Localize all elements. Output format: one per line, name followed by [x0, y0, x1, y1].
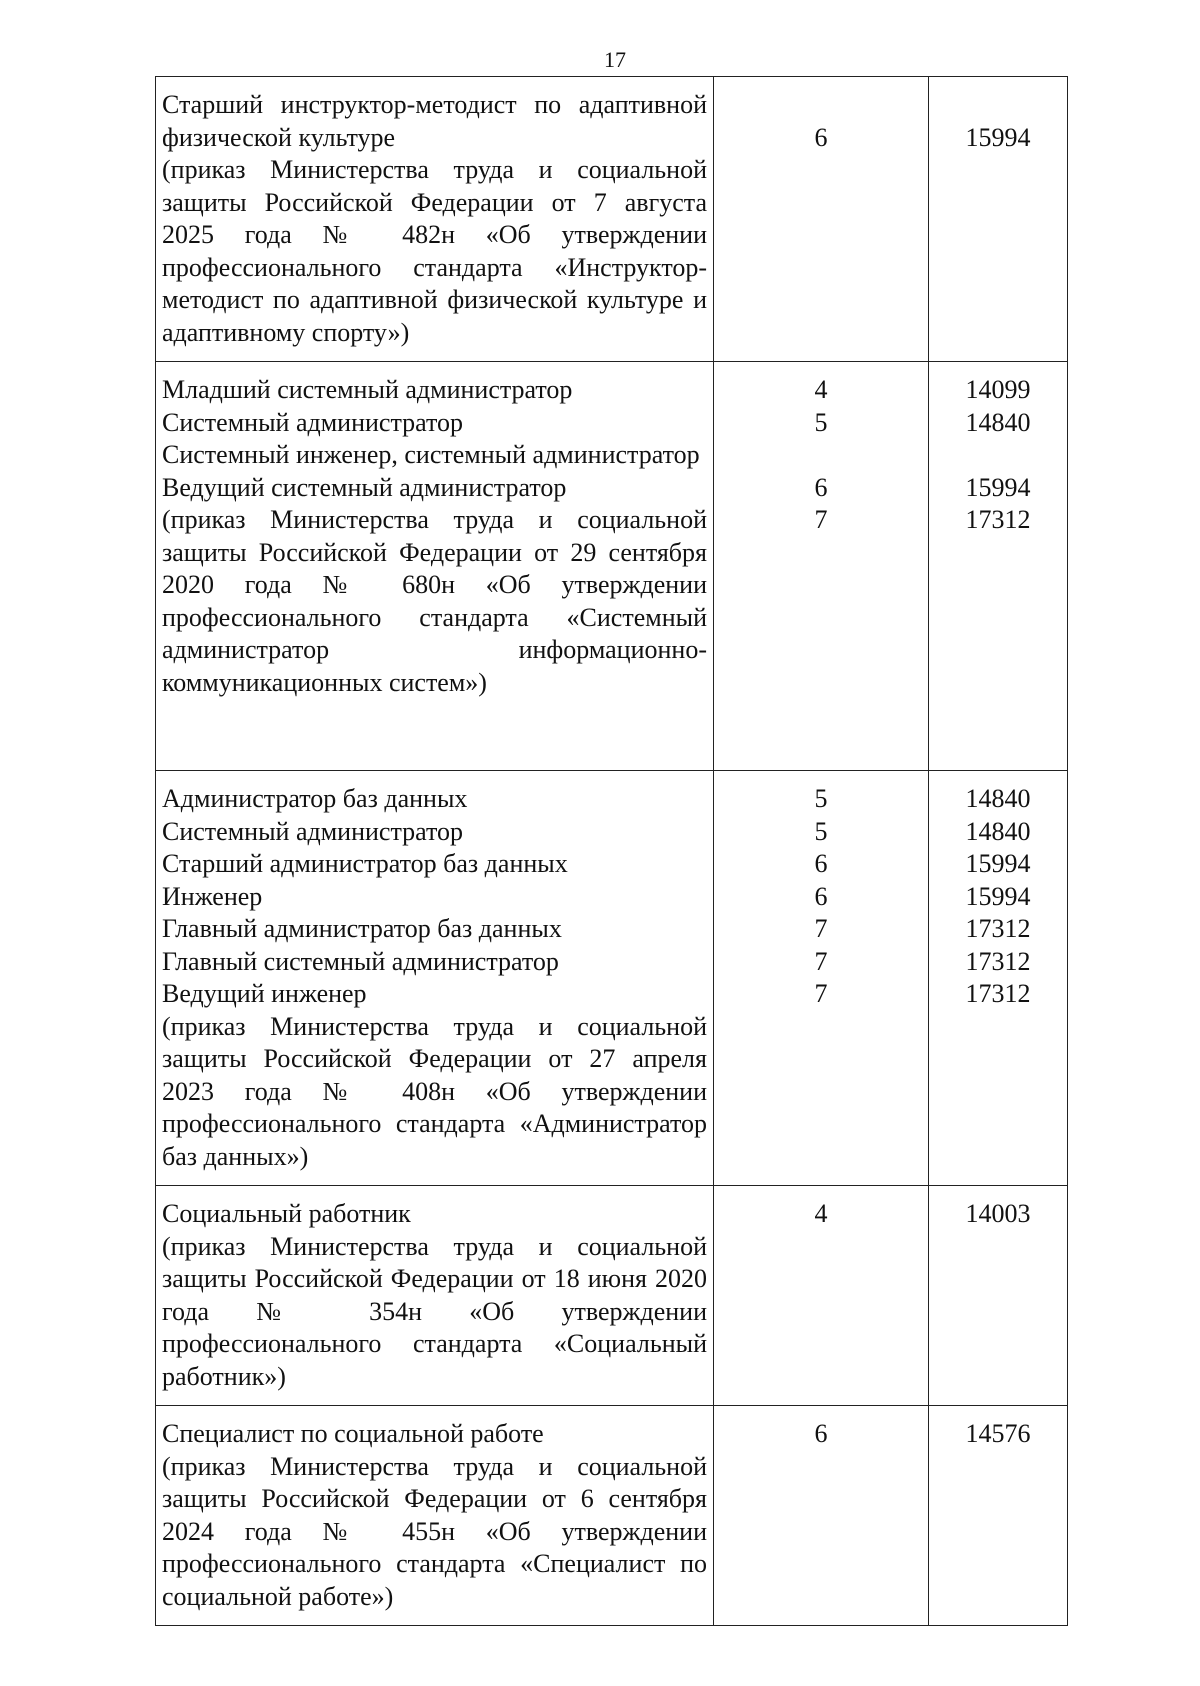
qualification-level-cell	[714, 1406, 929, 1626]
qualification-level: 6	[814, 472, 828, 502]
salary-value: 14003	[965, 1199, 1031, 1228]
position-cell	[156, 77, 714, 362]
qualification-level-cell	[714, 77, 929, 362]
position-title: Ведущий системный администратор	[162, 472, 567, 502]
position-title: Администратор баз данных	[162, 784, 468, 813]
salary-value: 17312	[965, 979, 1031, 1008]
salary-value: 15994	[965, 472, 1031, 502]
position-title: Системный инженер, системный администратор	[162, 440, 700, 469]
position-title: Социальный работник	[162, 1199, 411, 1228]
qualification-level: 5	[814, 816, 828, 846]
salary-value: 15994	[965, 881, 1031, 911]
position-cell	[156, 1406, 714, 1626]
salary-cell	[929, 1186, 1068, 1406]
salary-cell	[929, 362, 1068, 771]
qualification-level: 4	[814, 375, 828, 404]
position-title: Главный администратор баз данных	[162, 914, 562, 943]
qualification-level-cell	[714, 771, 929, 1186]
qualification-level: 7	[814, 946, 828, 976]
qualification-level: 6	[814, 881, 828, 911]
position-title: Младший системный администратор	[162, 375, 573, 404]
qualification-level: 7	[814, 914, 828, 943]
position-title: Старший инструктор-методист по адаптивной физической культуре	[162, 90, 707, 152]
qualification-level: 7	[814, 979, 828, 1008]
qualification-level: 6	[814, 849, 828, 878]
position-title: Системный администратор	[162, 816, 464, 846]
salary-table	[155, 76, 1068, 1626]
position-cell	[156, 771, 714, 1186]
order-reference: (приказ Министерства труда и социальной защиты Российской Федерации от 29 сентября 2020 года № 680н «Об утверждении профессионального стандарта «Системный администратор информационно-коммуникационных систем»)	[162, 505, 707, 697]
position-title: Системный администратор	[162, 407, 464, 437]
qualification-level: 6	[814, 122, 828, 152]
order-reference: (приказ Министерства труда и социальной защиты Российской Федерации от 18 июня 2020 года № 354н «Об утверждении профессионального стандарта «Социальный работник»)	[162, 1231, 707, 1391]
qualification-level: 6	[814, 1419, 828, 1448]
salary-value: 17312	[965, 505, 1031, 534]
table-row	[156, 1406, 1068, 1626]
position-title: Старший администратор баз данных	[162, 849, 568, 878]
salary-value: 14099	[965, 375, 1031, 404]
salary-value: 14576	[965, 1419, 1031, 1448]
salary-cell	[929, 771, 1068, 1186]
position-cell	[156, 362, 714, 771]
position-title: Главный системный администратор	[162, 946, 559, 976]
order-reference: (приказ Министерства труда и социальной защиты Российской Федерации от 7 августа 2025 года № 482н «Об утверждении профессионального стандарта «Инструктор-методист по адаптивной физической культуре и адаптивному спорту»)	[162, 155, 707, 347]
qualification-level: 7	[814, 505, 828, 534]
salary-value: 14840	[965, 784, 1031, 813]
salary-value: 14840	[965, 816, 1031, 846]
salary-value: 17312	[965, 946, 1031, 976]
position-cell	[156, 1186, 714, 1406]
salary-value: 15994	[965, 849, 1031, 878]
qualification-level: 5	[814, 407, 828, 437]
page-number: 17	[604, 47, 626, 72]
order-reference: (приказ Министерства труда и социальной защиты Российской Федерации от 27 апреля 2023 года № 408н «Об утверждении профессионального стандарта «Администратор баз данных»)	[162, 1011, 707, 1171]
position-title: Ведущий инженер	[162, 979, 367, 1008]
position-title: Специалист по социальной работе	[162, 1419, 544, 1448]
salary-value: 17312	[965, 914, 1031, 943]
order-reference: (приказ Министерства труда и социальной защиты Российской Федерации от 6 сентября 2024 года № 455н «Об утверждении профессионального стандарта «Специалист по социальной работе»)	[162, 1451, 707, 1611]
salary-value: 15994	[965, 122, 1031, 152]
qualification-level-cell	[714, 362, 929, 771]
position-title: Инженер	[162, 881, 263, 911]
salary-cell	[929, 1406, 1068, 1626]
qualification-level: 4	[814, 1199, 828, 1228]
salary-value: 14840	[965, 407, 1031, 437]
table-row	[156, 77, 1068, 362]
salary-cell	[929, 77, 1068, 362]
qualification-level-cell	[714, 1186, 929, 1406]
qualification-level: 5	[814, 784, 828, 813]
table-row	[156, 362, 1068, 771]
table-row	[156, 1186, 1068, 1406]
table-row	[156, 771, 1068, 1186]
